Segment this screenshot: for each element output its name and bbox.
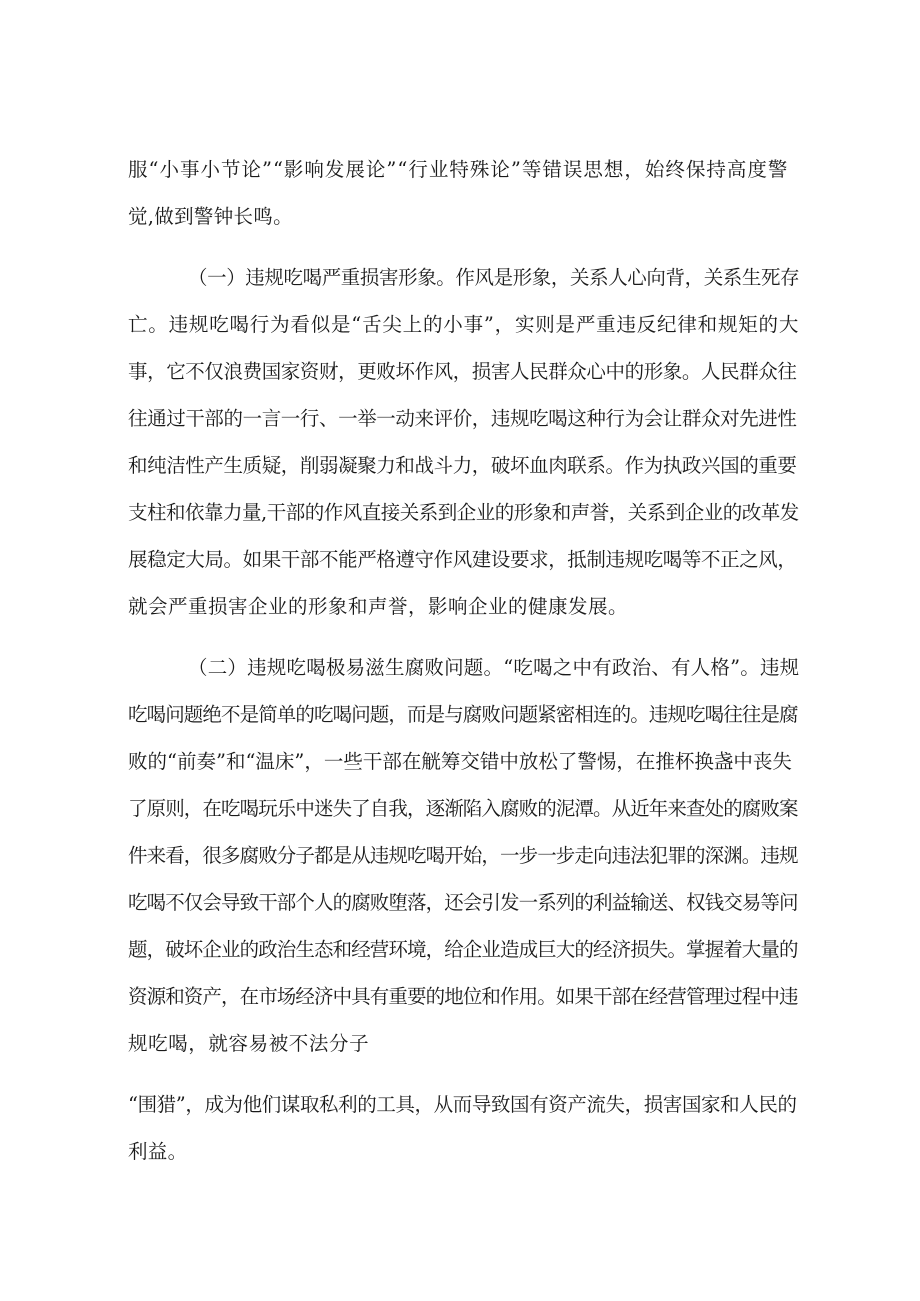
section2-line: 件来看，很多腐败分子都是从违规吃喝开始，一步一步走向违法犯罪的深渊。违规	[128, 844, 798, 867]
section2-line: 败的“前奏”和“温床”，一些干部在觥筹交错中放松了警惕，在推杯换盏中丧失	[128, 750, 792, 773]
section1-heading-line: （一）违规吃喝严重损害形象。作风是形象，关系人心向背，关系生死存	[188, 266, 800, 289]
intro-line: 服“小事小节论”“影响发展论”“行业特殊论”等错误思想，始终保持高度警	[128, 158, 789, 181]
section2-line: 题，破坏企业的政治生态和经营环境，给企业造成巨大的经济损失。掌握着大量的	[128, 938, 798, 961]
section1-line: 亡。违规吃喝行为看似是“舌尖上的小事”，实则是严重违反纪律和规矩的大	[128, 313, 800, 336]
section2-line: 资源和资产，在市场经济中具有重要的地位和作用。如果干部在经营管理过程中违	[128, 985, 798, 1008]
section2-line: 规吃喝，就容易被不法分子	[128, 1032, 370, 1055]
section2-line: “围猎”，成为他们谋取私利的工具，从而导致国有资产流失，损害国家和人民的	[128, 1093, 797, 1116]
section2-line: 利益。	[128, 1140, 188, 1163]
section1-line: 展稳定大局。如果干部不能严格遵守作风建设要求，抵制违规吃喝等不正之风，	[128, 548, 797, 571]
section2-line: 吃喝问题绝不是简单的吃喝问题，而是与腐败问题紧密相连的。违规吃喝往往是腐	[128, 703, 798, 726]
section1-line: 支柱和依靠力量,干部的作风直接关系到企业的形象和声誉，关系到企业的改革发	[128, 501, 799, 524]
section2-line: 吃喝不仅会导致干部个人的腐败堕落，还会引发一系列的利益输送、权钱交易等问	[128, 891, 798, 914]
section1-line: 事，它不仅浪费国家资财，更败坏作风，损害人民群众心中的形象。人民群众往	[128, 360, 797, 383]
section2-heading-line: （二）违规吃喝极易滋生腐败问题。“吃喝之中有政治、有人格”。违规	[188, 656, 800, 679]
section1-line: 往通过干部的一言一行、一举一动来评价，违规吃喝这种行为会让群众对先进性	[128, 407, 797, 430]
section1-line: 和纯洁性产生质疑，削弱凝聚力和战斗力，破坏血肉联系。作为执政兴国的重要	[128, 454, 797, 477]
section2-line: 了原则，在吃喝玩乐中迷失了自我，逐渐陷入腐败的泥潭。从近年来查处的腐败案	[128, 797, 798, 820]
intro-line: 觉,做到警钟长鸣。	[128, 205, 293, 228]
section1-line: 就会严重损害企业的形象和声誉，影响企业的健康发展。	[128, 595, 629, 618]
